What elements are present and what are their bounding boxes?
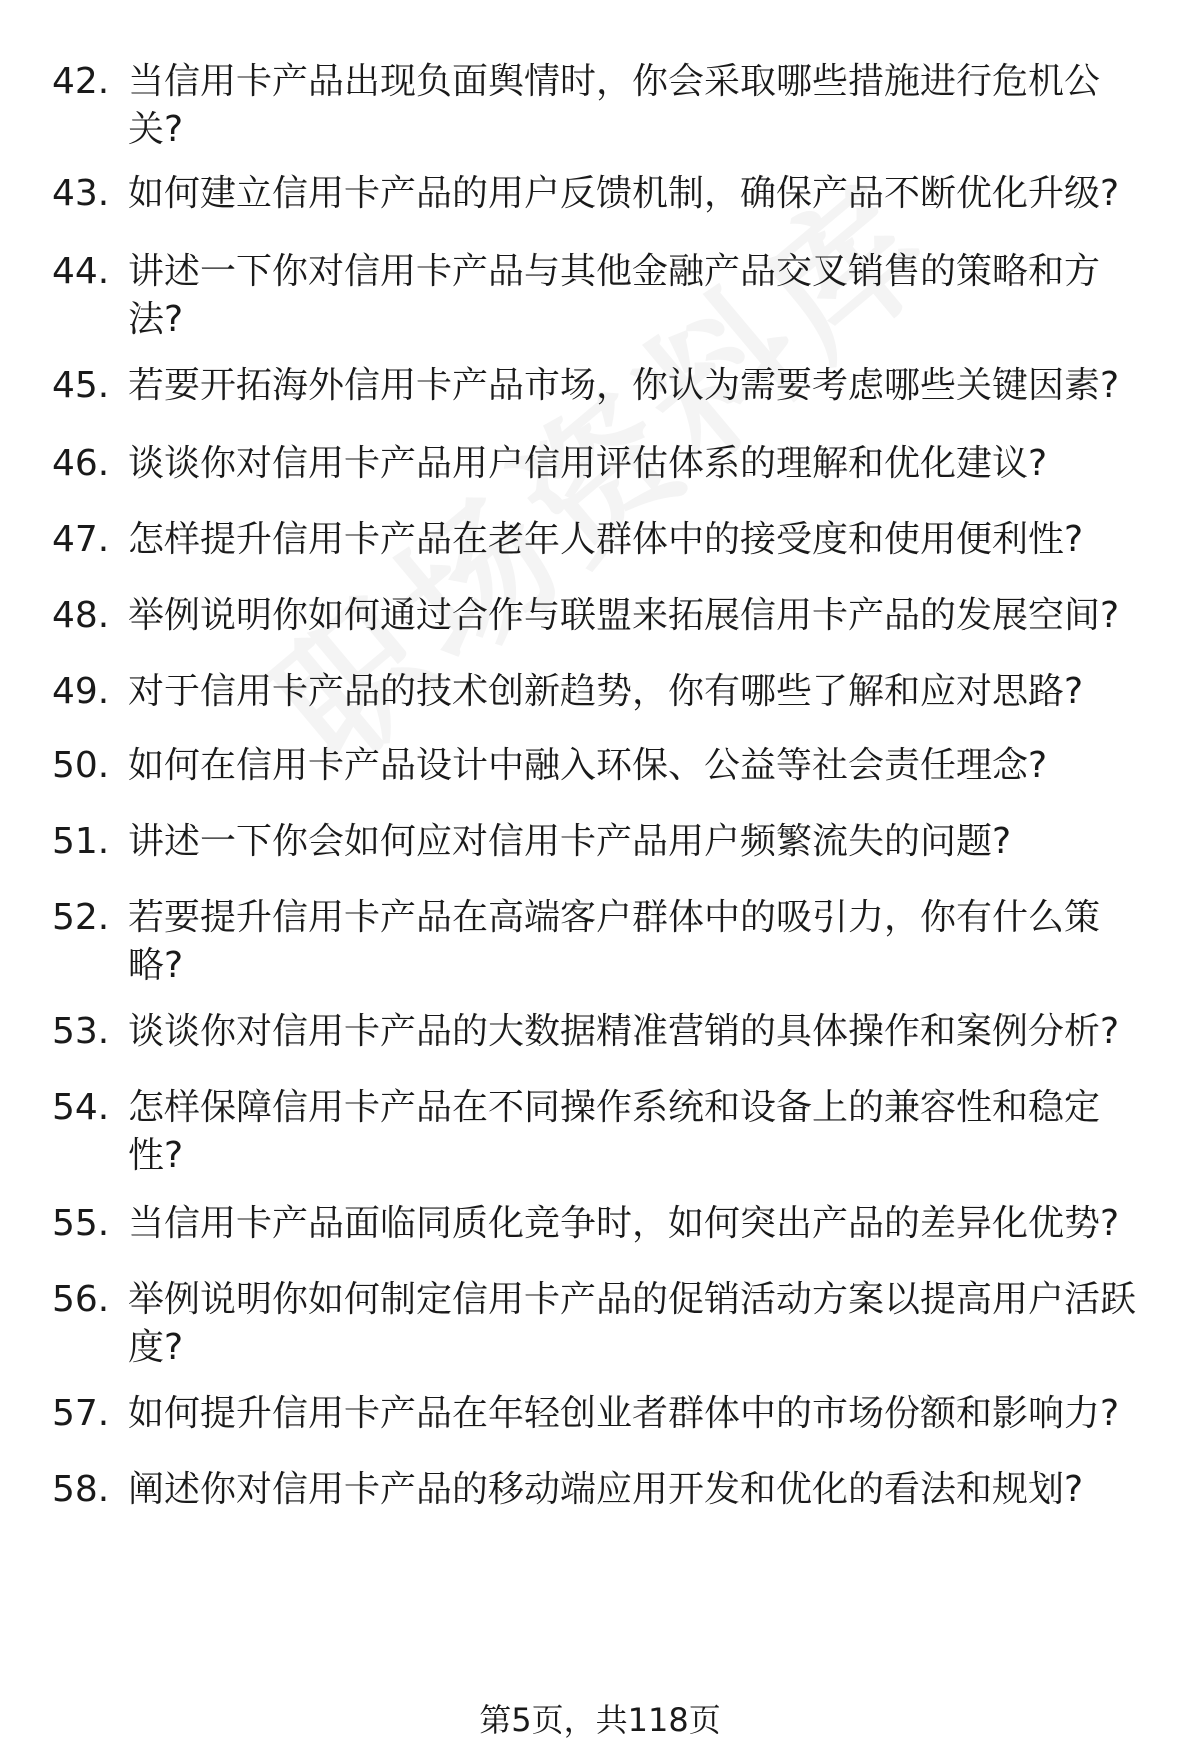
- question-item: [52, 742, 1152, 790]
- question-number: 58.: [52, 1469, 110, 1510]
- page-footer: 第5页，共118页: [479, 1701, 721, 1739]
- question-text: 谈谈你对信用卡产品用户信用评估体系的理解和优化建议?: [128, 443, 1048, 484]
- question-number: 49.: [52, 671, 110, 712]
- question-item: [52, 58, 1152, 154]
- question-item: [52, 1390, 1152, 1438]
- question-text: 怎样保障信用卡产品在不同操作系统和设备上的兼容性和稳定性?: [128, 1087, 1101, 1176]
- question-item: [52, 592, 1152, 640]
- question-item: [52, 1276, 1152, 1372]
- question-item: [52, 170, 1152, 218]
- question-text: 谈谈你对信用卡产品的大数据精准营销的具体操作和案例分析?: [128, 1011, 1120, 1052]
- question-number: 53.: [52, 1011, 110, 1052]
- question-text: 讲述一下你对信用卡产品与其他金融产品交叉销售的策略和方法?: [128, 251, 1101, 340]
- question-number: 43.: [52, 173, 110, 214]
- question-item: [52, 894, 1152, 990]
- question-item: [52, 818, 1152, 866]
- question-number: 56.: [52, 1279, 110, 1320]
- question-text: 当信用卡产品面临同质化竞争时，如何突出产品的差异化优势?: [128, 1203, 1120, 1244]
- question-text: 当信用卡产品出现负面舆情时，你会采取哪些措施进行危机公关?: [128, 61, 1101, 150]
- question-text: 讲述一下你会如何应对信用卡产品用户频繁流失的问题?: [128, 821, 1012, 862]
- question-item: [52, 1008, 1152, 1056]
- question-number: 42.: [52, 61, 110, 102]
- question-text: 举例说明你如何通过合作与联盟来拓展信用卡产品的发展空间?: [128, 595, 1120, 636]
- question-number: 57.: [52, 1393, 110, 1434]
- question-item: [52, 1200, 1152, 1248]
- question-text: 对于信用卡产品的技术创新趋势，你有哪些了解和应对思路?: [128, 671, 1084, 712]
- question-item: [52, 668, 1152, 716]
- question-number: 55.: [52, 1203, 110, 1244]
- question-item: [52, 440, 1152, 488]
- question-text: 怎样提升信用卡产品在老年人群体中的接受度和使用便利性?: [128, 519, 1084, 560]
- question-number: 51.: [52, 821, 110, 862]
- question-item: [52, 516, 1152, 564]
- question-number: 50.: [52, 745, 110, 786]
- question-number: 45.: [52, 365, 110, 406]
- question-item: [52, 362, 1152, 410]
- question-number: 46.: [52, 443, 110, 484]
- question-item: [52, 1466, 1152, 1514]
- question-text: 阐述你对信用卡产品的移动端应用开发和优化的看法和规划?: [128, 1469, 1084, 1510]
- question-number: 52.: [52, 897, 110, 938]
- question-number: 47.: [52, 519, 110, 560]
- question-text: 如何提升信用卡产品在年轻创业者群体中的市场份额和影响力?: [128, 1393, 1120, 1434]
- question-item: [52, 248, 1152, 344]
- question-number: 54.: [52, 1087, 110, 1128]
- question-text: 如何建立信用卡产品的用户反馈机制，确保产品不断优化升级?: [128, 173, 1120, 214]
- question-number: 44.: [52, 251, 110, 292]
- question-number: 48.: [52, 595, 110, 636]
- question-text: 举例说明你如何制定信用卡产品的促销活动方案以提高用户活跃度?: [128, 1279, 1137, 1368]
- question-text: 若要提升信用卡产品在高端客户群体中的吸引力，你有什么策略?: [128, 897, 1101, 986]
- question-item: [52, 1084, 1152, 1180]
- question-text: 若要开拓海外信用卡产品市场，你认为需要考虑哪些关键因素?: [128, 365, 1120, 406]
- question-text: 如何在信用卡产品设计中融入环保、公益等社会责任理念?: [128, 745, 1048, 786]
